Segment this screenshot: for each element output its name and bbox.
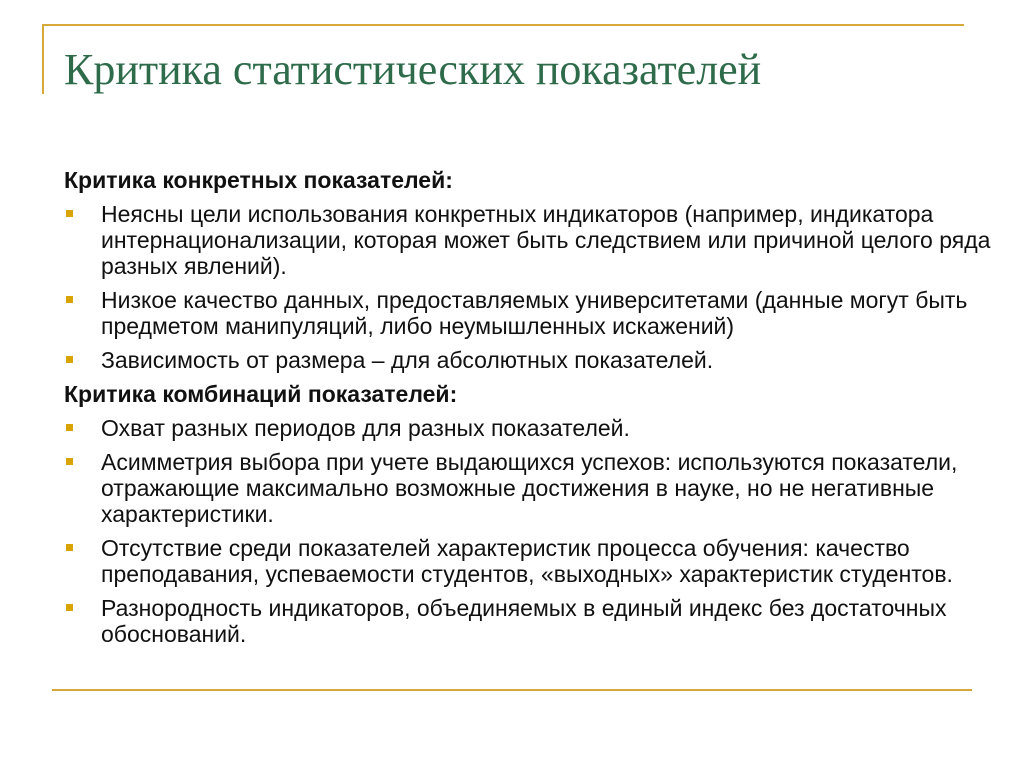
section-heading-specific: Критика конкретных показателей: [64,167,453,193]
bullet-text: Отсутствие среди показателей характеристик процесса обучения: качество преподавания, успеваемости студентов, «выходных» характеристик студентов. [101,535,953,587]
square-bullet-icon [66,210,73,217]
slide-title: Критика статистических показателей [64,45,762,94]
bullet-text: Асимметрия выбора при учете выдающихся успехов: используются показатели, отражающие максимально возможные достижения в науке, но не негативные характеристики. [101,449,958,527]
bullet-list-specific [64,201,1014,373]
square-bullet-icon [66,296,73,303]
square-bullet-icon [66,356,73,363]
bullet-item [64,201,1014,279]
bullet-text: Низкое качество данных, предоставляемых университетами (данные могут быть предметом манипуляций, либо неумышленных искажений) [101,287,968,339]
bullet-text: Охват разных периодов для разных показателей. [101,415,630,441]
square-bullet-icon [66,544,73,551]
bullet-text: Разнородность индикаторов, объединяемых в единый индекс без достаточных обоснований. [101,595,947,647]
bullet-item [64,415,1014,441]
square-bullet-icon [66,458,73,465]
bullet-text: Зависимость от размера – для абсолютных показателей. [101,347,714,373]
square-bullet-icon [66,424,73,431]
section-heading-combinations: Критика комбинаций показателей: [64,381,458,407]
bullet-text: Неясны цели использования конкретных индикаторов (например, индикатора интернационализации, которая может быть следствием или причиной целого ряда разных явлений). [101,201,991,279]
bullet-item [64,595,1014,647]
bottom-accent-rule [52,689,972,691]
bullet-list-combinations [64,415,1014,647]
slide-content [64,167,1014,655]
bullet-item [64,535,1014,587]
bullet-item [64,449,1014,527]
top-accent-rule [42,24,964,26]
bullet-item [64,287,1014,339]
left-accent-rule [42,24,44,94]
bullet-item [64,347,1014,373]
square-bullet-icon [66,604,73,611]
